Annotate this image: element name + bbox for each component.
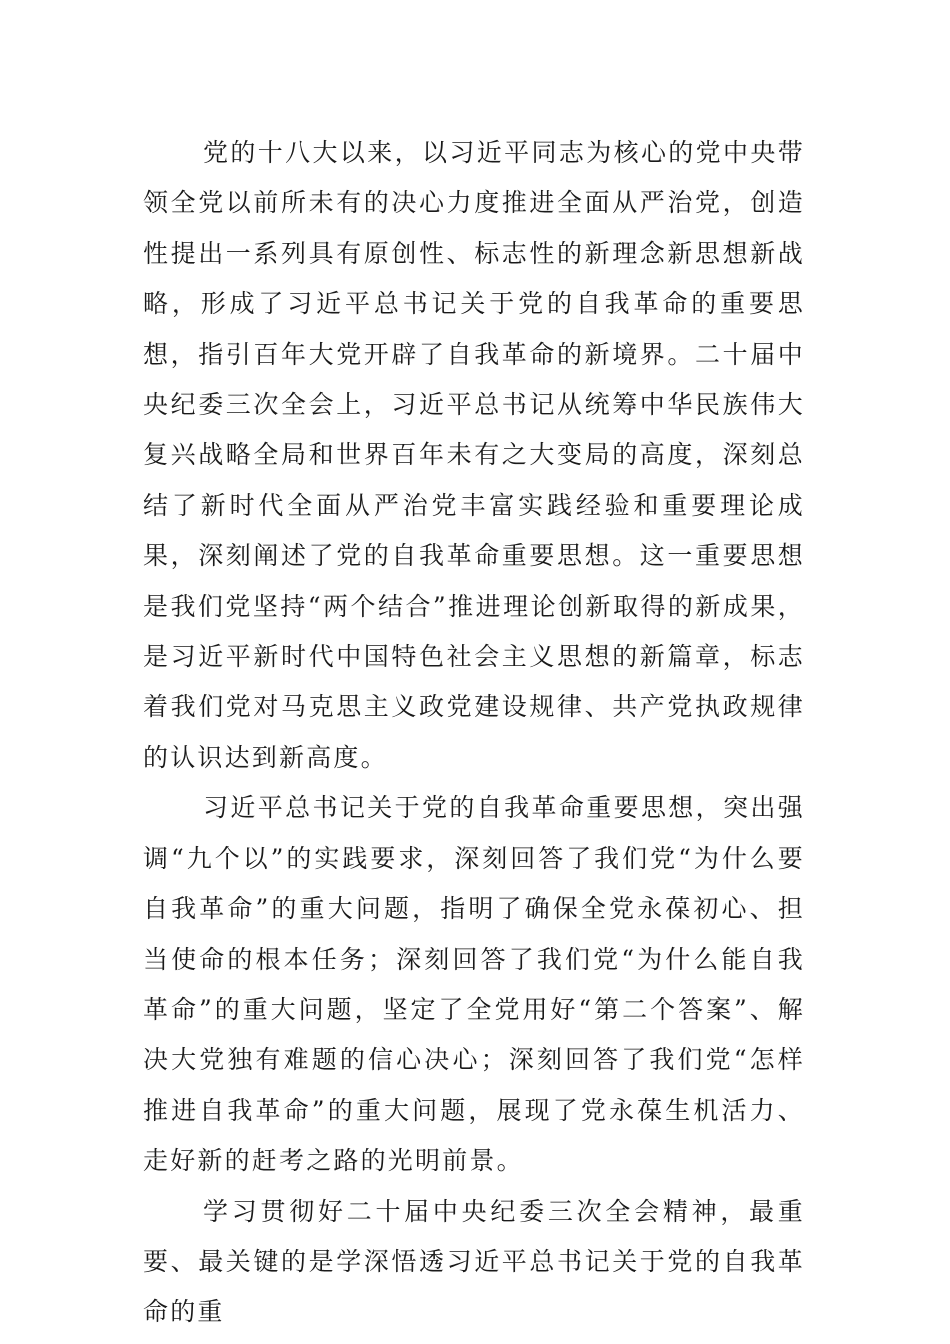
paragraph-2: 习近平总书记关于党的自我革命重要思想，突出强调“九个以”的实践要求，深刻回答了我们党“为什么要自我革命”的重大问题，指明了确保全党永葆初心、担当使命的根本任务；深刻回答了我们党“为什么能自我革命”的重大问题，坚定了全党用好“第二个答案”、解决大党独有难题的信心决心；深刻回答了我们党“怎样推进自我革命”的重大问题，展现了党永葆生机活力、走好新的赶考之路的光明前景。 bbox=[143, 793, 805, 1176]
document-body bbox=[143, 128, 805, 1338]
paragraph-3: 学习贯彻好二十届中央纪委三次全会精神，最重要、最关键的是学深悟透习近平总书记关于党的自我革命的重 bbox=[143, 1196, 805, 1327]
paragraph-1: 党的十八大以来，以习近平同志为核心的党中央带领全党以前所未有的决心力度推进全面从严治党，创造性提出一系列具有原创性、标志性的新理念新思想新战略，形成了习近平总书记关于党的自我革命的重要思想，指引百年大党开辟了自我革命的新境界。二十届中央纪委三次全会上，习近平总书记从统筹中华民族伟大复兴战略全局和世界百年未有之大变局的高度，深刻总结了新时代全面从严治党丰富实践经验和重要理论成果，深刻阐述了党的自我革命重要思想。这一重要思想是我们党坚持“两个结合”推进理论创新取得的新成果，是习近平新时代中国特色社会主义思想的新篇章，标志着我们党对马克思主义政党建设规律、共产党执政规律的认识达到新高度。 bbox=[143, 138, 805, 772]
